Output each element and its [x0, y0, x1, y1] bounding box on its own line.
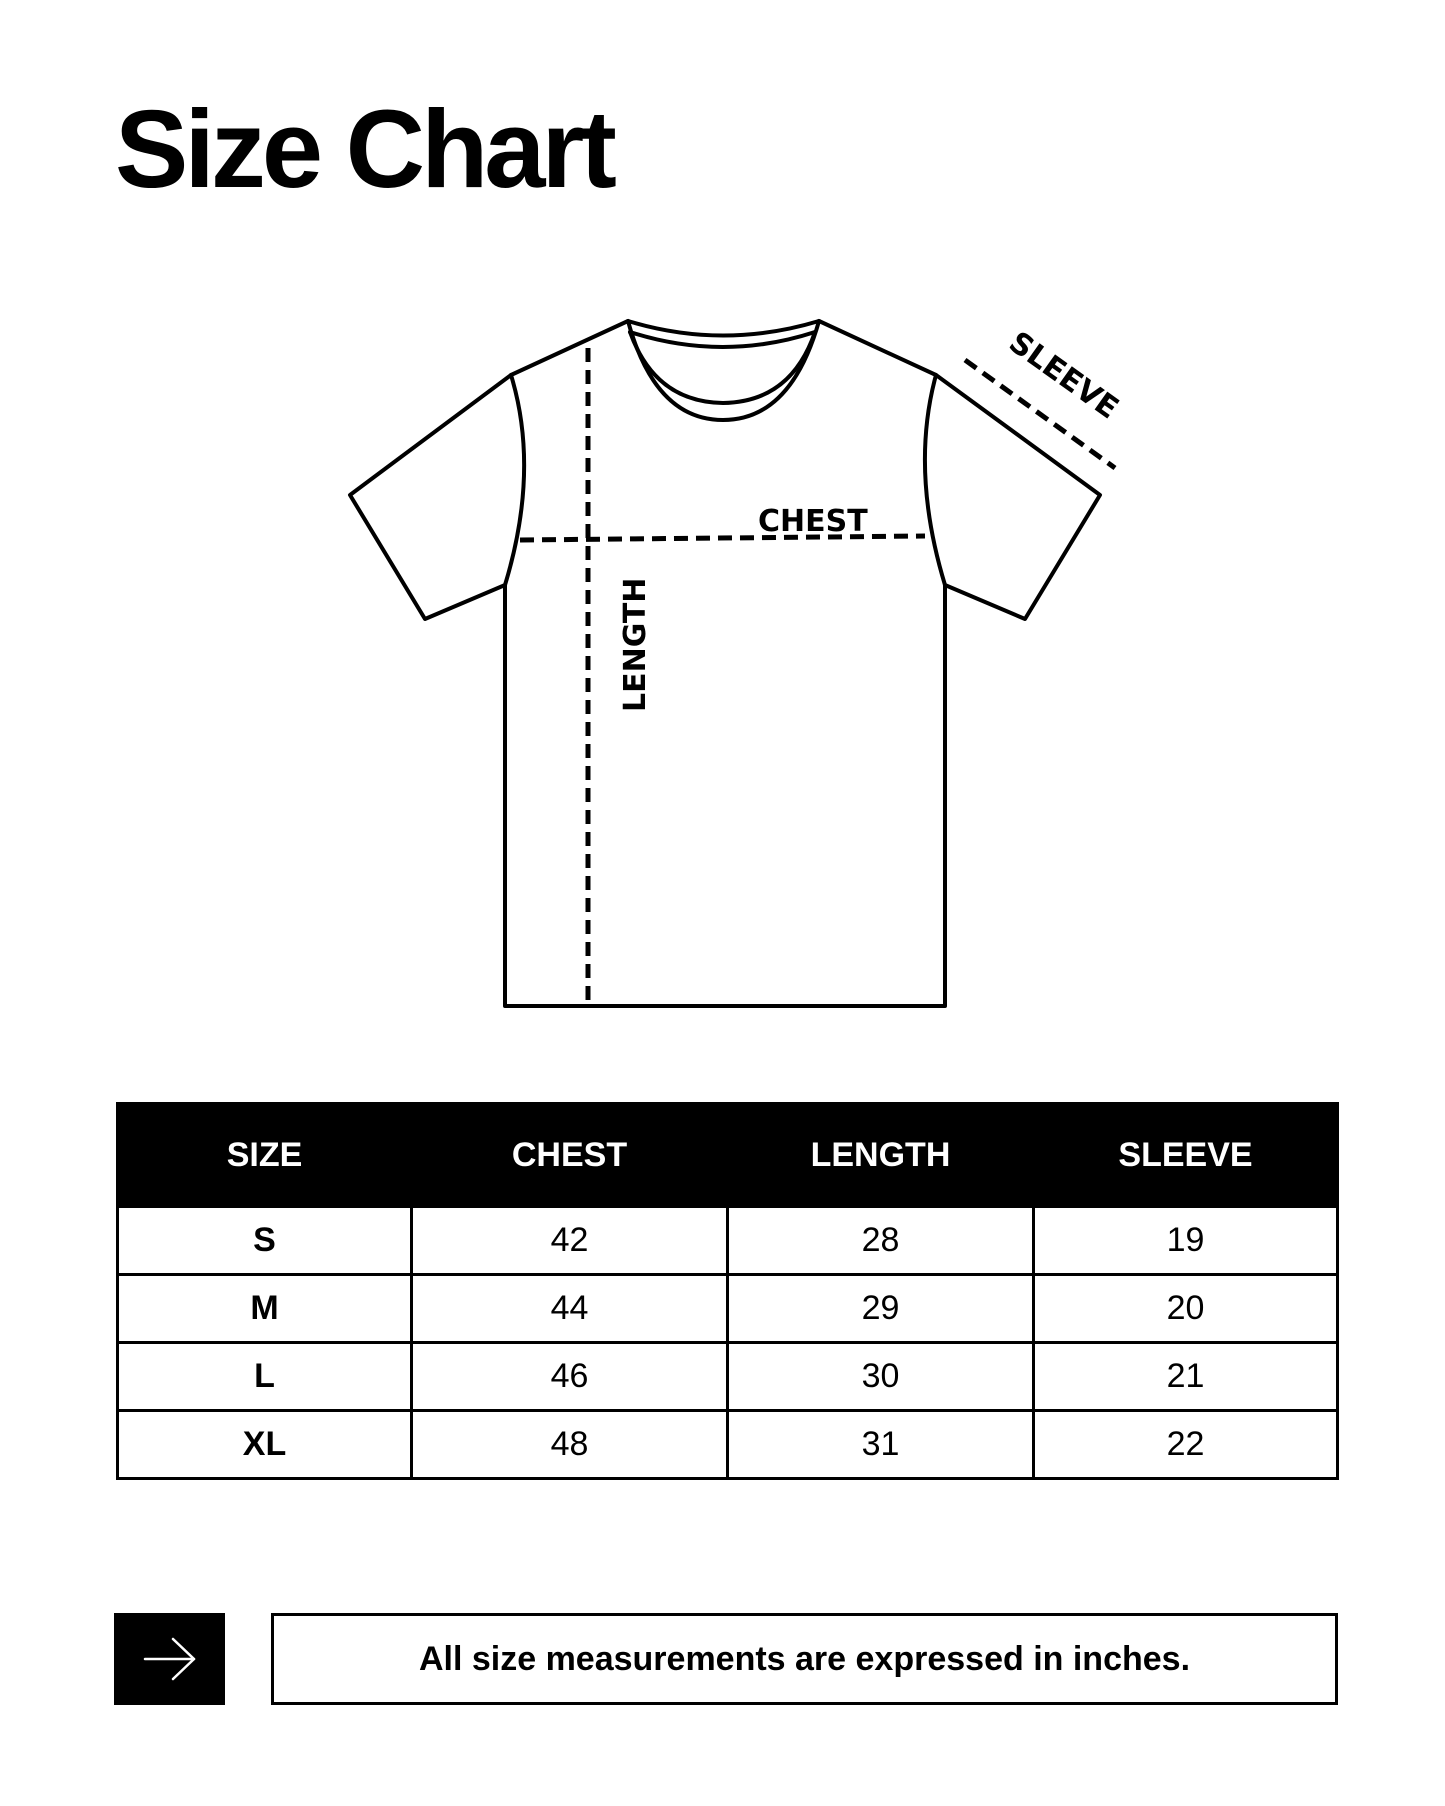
header-size: SIZE: [118, 1104, 412, 1207]
measurement-note: [271, 1613, 1338, 1705]
chest-label: CHEST: [758, 504, 868, 539]
size-cell: S: [118, 1207, 412, 1275]
length-cell: 28: [728, 1207, 1034, 1275]
chest-cell: 44: [412, 1275, 728, 1343]
arrow-right-icon: [142, 1636, 198, 1682]
header-sleeve: SLEEVE: [1034, 1104, 1338, 1207]
sleeve-cell: 22: [1034, 1411, 1338, 1479]
length-cell: 29: [728, 1275, 1034, 1343]
table-row: [118, 1207, 1338, 1275]
size-cell: M: [118, 1275, 412, 1343]
sleeve-cell: 19: [1034, 1207, 1338, 1275]
size-cell: L: [118, 1343, 412, 1411]
sleeve-cell: 21: [1034, 1343, 1338, 1411]
size-cell: XL: [118, 1411, 412, 1479]
header-chest: CHEST: [412, 1104, 728, 1207]
chest-cell: 46: [412, 1343, 728, 1411]
length-label: LENGTH: [618, 577, 653, 712]
measurement-note-text: All size measurements are expressed in inches.: [418, 1639, 1191, 1678]
table-row: [118, 1411, 1338, 1479]
arrow-badge: [114, 1613, 225, 1705]
tshirt-outline: [350, 321, 1100, 1006]
table-header-row: [118, 1104, 1338, 1207]
chest-cell: 48: [412, 1411, 728, 1479]
sleeve-label: SLEEVE: [1002, 325, 1125, 427]
measurement-lines: [520, 348, 1115, 1008]
sleeve-cell: 20: [1034, 1275, 1338, 1343]
length-cell: 31: [728, 1411, 1034, 1479]
page-title: Size Chart: [115, 88, 613, 211]
size-table: [116, 1102, 1339, 1480]
length-cell: 30: [728, 1343, 1034, 1411]
chest-cell: 42: [412, 1207, 728, 1275]
table-row: [118, 1343, 1338, 1411]
table-row: [118, 1275, 1338, 1343]
header-length: LENGTH: [728, 1104, 1034, 1207]
